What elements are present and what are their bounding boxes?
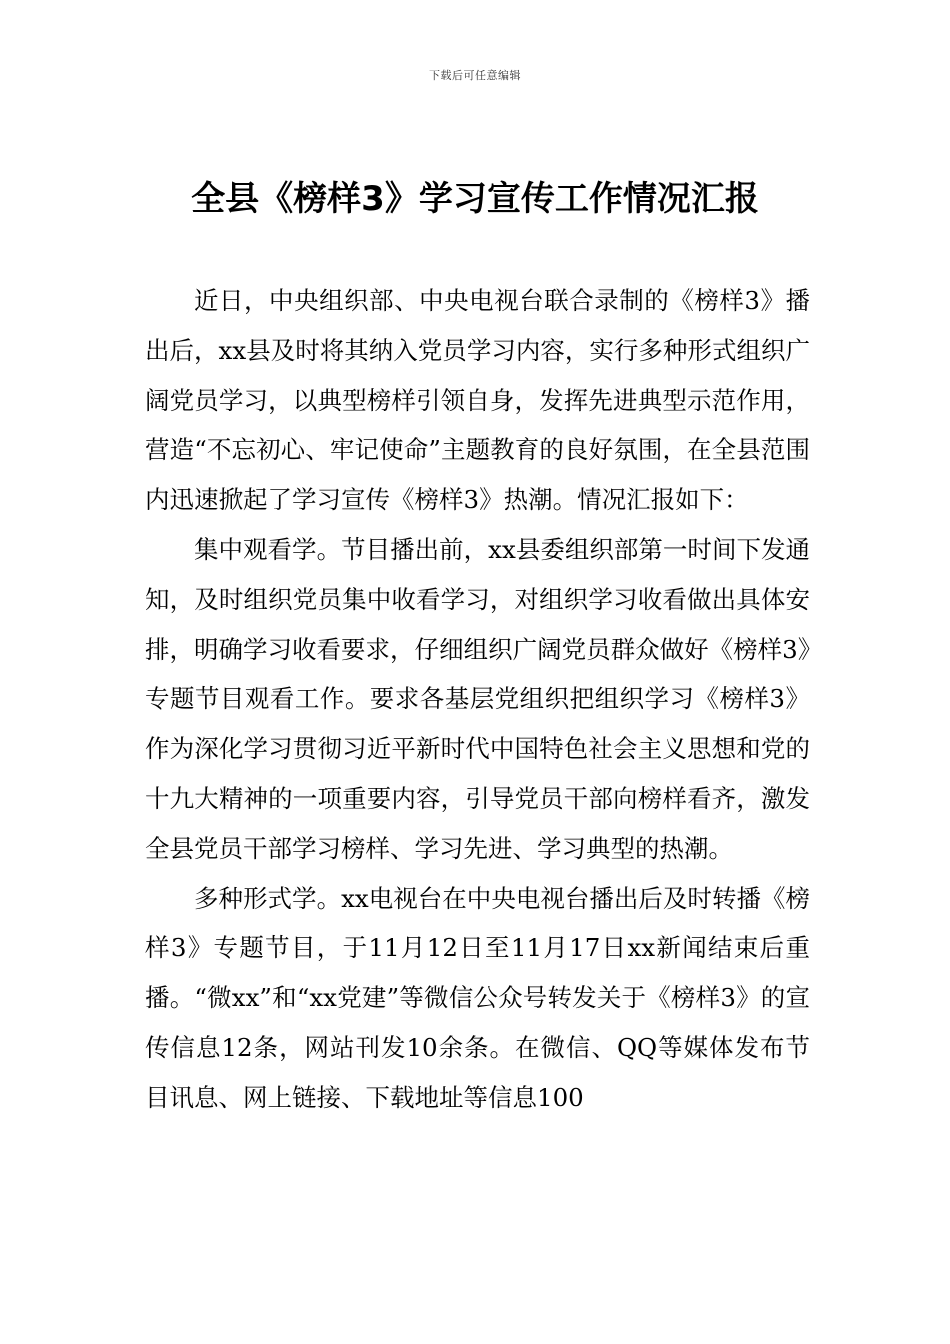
paragraph-multiple-forms: 多种形式学。xx电视台在中央电视台播出后及时转播《榜样3》专题节目，于11月12日至11月17日xx新闻结束后重播。“微xx”和“xx党建”等微信公众号转发关于《榜样3》的宣传信息12条，网站刊发10余条。在微信、QQ等媒体发布节目讯息、网上链接、下载地址等信息100	[145, 883, 810, 1112]
paragraph-intro: 近日，中央组织部、中央电视台联合录制的《榜样3》播出后，xx县及时将其纳入党员学习内容，实行多种形式组织广阔党员学习，以典型榜样引领自身，发挥先进典型示范作用，营造“不忘初心、牢记使命”主题教育的良好氛围，在全县范围内迅速掀起了学习宣传《榜样3》热潮。情况汇报如下：	[145, 286, 810, 515]
document-title: 全县《榜样3》学习宣传工作情况汇报	[191, 179, 759, 219]
paragraph-collective-viewing: 集中观看学。节目播出前，xx县委组织部第一时间下发通知，及时组织党员集中收看学习，对组织学习收看做出具体安排，明确学习收看要求，仔细组织广阔党员群众做好《榜样3》专题节目观看工作。要求各基层党组织把组织学习《榜样3》作为深化学习贯彻习近平新时代中国特色社会主义思想和党的十九大精神的一项重要内容，引导党员干部向榜样看齐，激发全县党员干部学习榜样、学习先进、学习典型的热潮。	[145, 534, 810, 863]
document-body	[145, 276, 810, 1123]
header-note: 下载后可任意编辑	[429, 69, 521, 82]
